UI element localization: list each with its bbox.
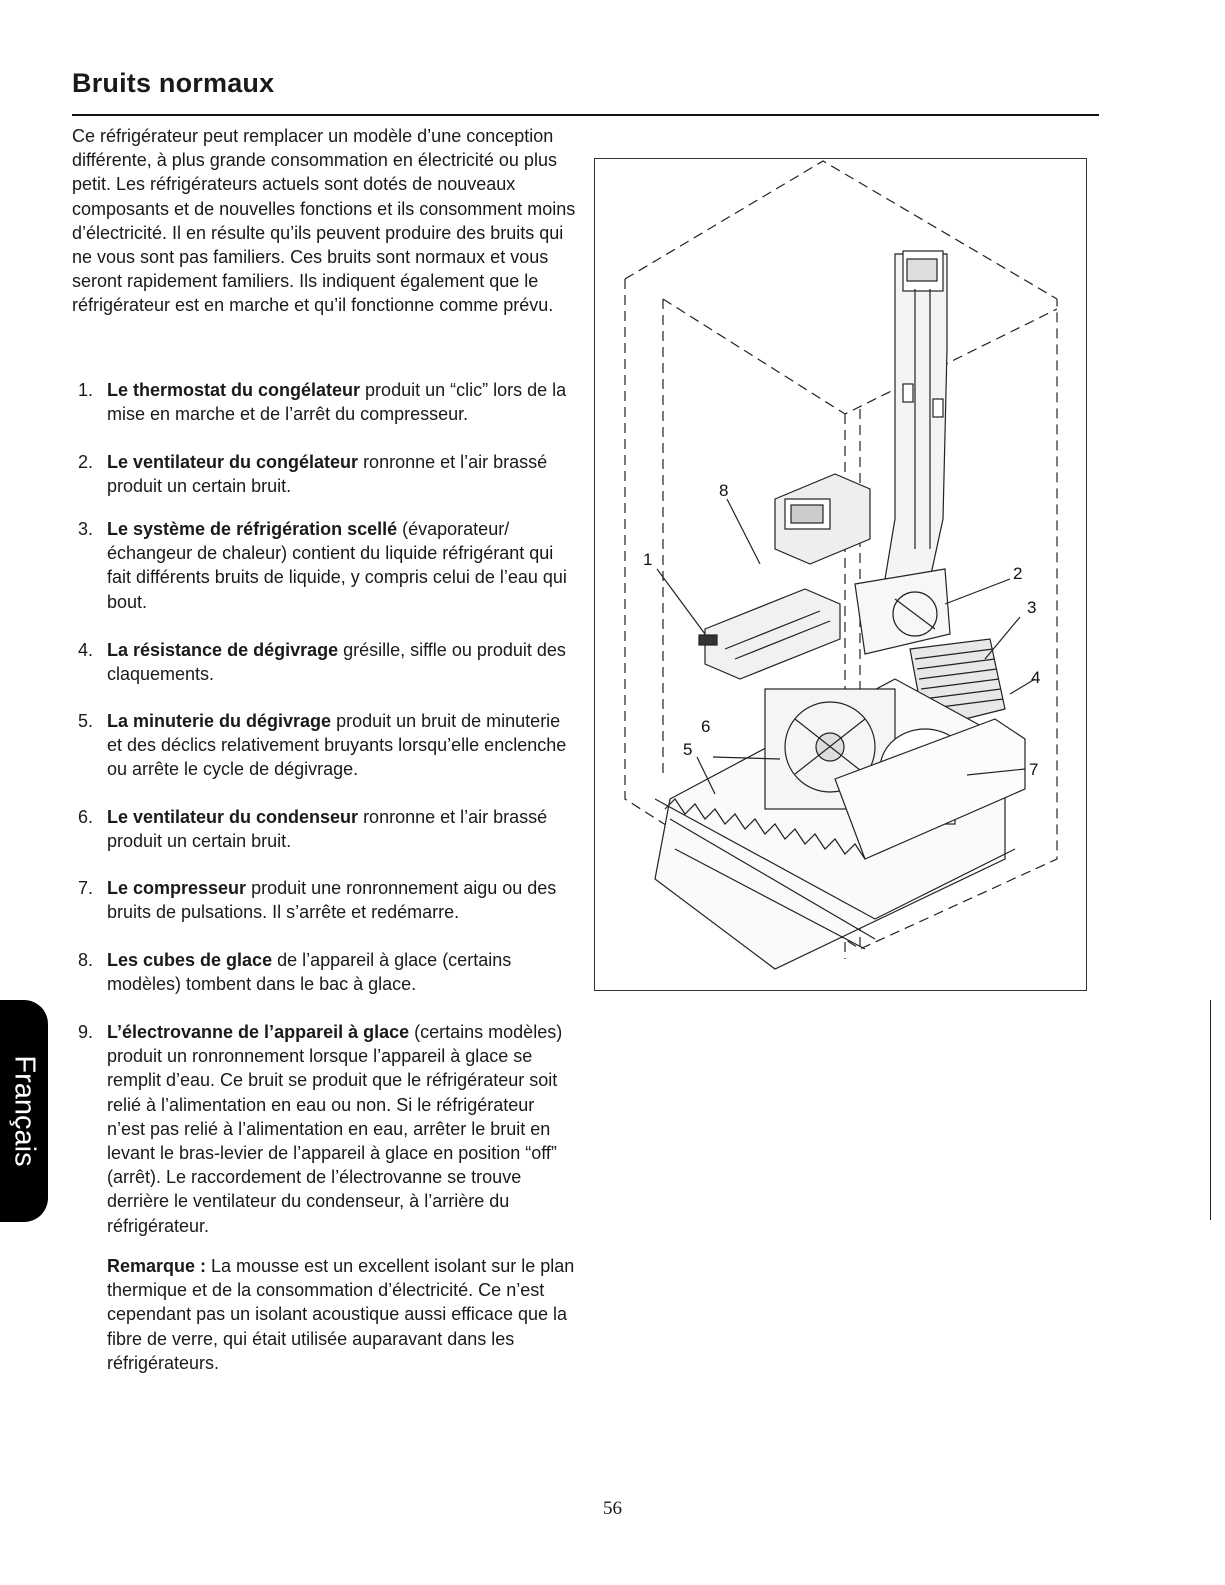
thermostat-part <box>699 635 717 645</box>
item-description: ronronne et l’air brassé produit un certain bruit. <box>107 452 548 497</box>
item-term: L’électrovanne de l’appareil à glace <box>107 1022 410 1042</box>
callout-8: 8 <box>719 481 729 500</box>
item-number: 8. <box>78 950 94 970</box>
item-number: 5. <box>78 711 94 731</box>
item-number: 4. <box>78 640 94 660</box>
callout-1: 1 <box>643 550 653 569</box>
language-tab <box>0 1000 48 1222</box>
item-term: La résistance de dégivrage <box>107 640 339 660</box>
freezer-fan <box>855 569 950 654</box>
intro-paragraph: Ce réfrigérateur peut remplacer un modèle d’une conception différente, à plus grande consommation en électricité ou plus petit. Les réfrigérateurs actuels sont dotés de nouveaux composants et de nouvelles fonctions et ils consomment moins d’électricité. Il en résulte qu’ils peuvent produire des bruits qui ne vous sont pas familiers. Ces bruits sont normaux et vous seront rapidement familiers. Ils indiquent également que le réfrigérateur est en marche et qu’il fonctionne comme prévu. <box>72 126 576 316</box>
item-description: produit un “clic” lors de la mise en marche et de l’arrêt du compresseur. <box>107 380 567 425</box>
note-label: Remarque : <box>107 1256 207 1276</box>
item-number: 2. <box>78 452 94 472</box>
item-description: de l’appareil à glace (certains modèles) tombent dans le bac à glace. <box>107 950 512 995</box>
air-duct <box>885 251 947 579</box>
page-title: Bruits normaux <box>72 68 275 98</box>
callout-5: 5 <box>683 740 693 759</box>
item-description: (évaporateur/ échangeur de chaleur) contient du liquide réfrigérant qui fait différents bruits de liquide, y compris celui de l’eau qui bout. <box>107 519 567 612</box>
note-text: La mousse est un excellent isolant sur le plan thermique et de la consommation d’électricité. Ce n’est cependant pas un isolant acoustique aussi efficace que la fibre de verre, qui était utilisée auparavant dans les réfrigérateurs. <box>107 1256 575 1373</box>
item-description: produit un bruit de minuterie et des déclics relativement bruyants lorsqu’elle enclenche ou arrête le cycle de dégivrage. <box>107 711 567 780</box>
item-number: 3. <box>78 519 94 539</box>
item-term: Le ventilateur du congélateur <box>107 452 359 472</box>
callout-3: 3 <box>1027 598 1037 617</box>
item-number: 1. <box>78 380 94 400</box>
item-term: Les cubes de glace <box>107 950 273 970</box>
item-term: Le compresseur <box>107 878 247 898</box>
item-number: 6. <box>78 807 94 827</box>
item-description: ronronne et l’air brassé produit un certain bruit. <box>107 807 548 852</box>
title-rule <box>72 114 1099 116</box>
item-term: Le thermostat du congélateur <box>107 380 361 400</box>
item-description: (certains modèles) produit un ronronnement lorsque l’appareil à glace se remplit d’eau. Ce bruit se produit que le réfrigérateur soit relié à l’alimentation en eau ou non. Si le réfrigérateur n’est pas relié à l’alimentation en eau, arrêter le bruit en levant le bras-levier de l’appareil à glace en position “off” (arrêt). Le raccordement de l’électrovanne se trouve derrière le ventilateur du condenseur, à l’arrière du réfrigérateur. <box>107 1022 563 1236</box>
item-term: La minuterie du dégivrage <box>107 711 332 731</box>
item-number: 7. <box>78 878 94 898</box>
callout-7: 7 <box>1029 760 1039 779</box>
item-number: 9. <box>78 1022 94 1042</box>
note-paragraph <box>107 1254 577 1375</box>
language-tab-label: Français <box>8 1055 41 1167</box>
page-number: 56 <box>603 1498 622 1519</box>
item-description: produit une ronronnement aigu ou des bruits de pulsations. Il s’arrête et redémarre. <box>107 878 557 923</box>
callout-2: 2 <box>1013 564 1023 583</box>
page-edge-line <box>1210 1000 1211 1220</box>
refrigerator-diagram <box>594 158 1087 991</box>
callout-4: 4 <box>1031 668 1041 687</box>
diagram-drawing <box>595 159 1088 992</box>
item-term: Le ventilateur du condenseur <box>107 807 359 827</box>
item-term: Le système de réfrigération scellé <box>107 519 398 539</box>
callout-6: 6 <box>701 717 711 736</box>
item-description: grésille, siffle ou produit des claquements. <box>107 640 566 685</box>
